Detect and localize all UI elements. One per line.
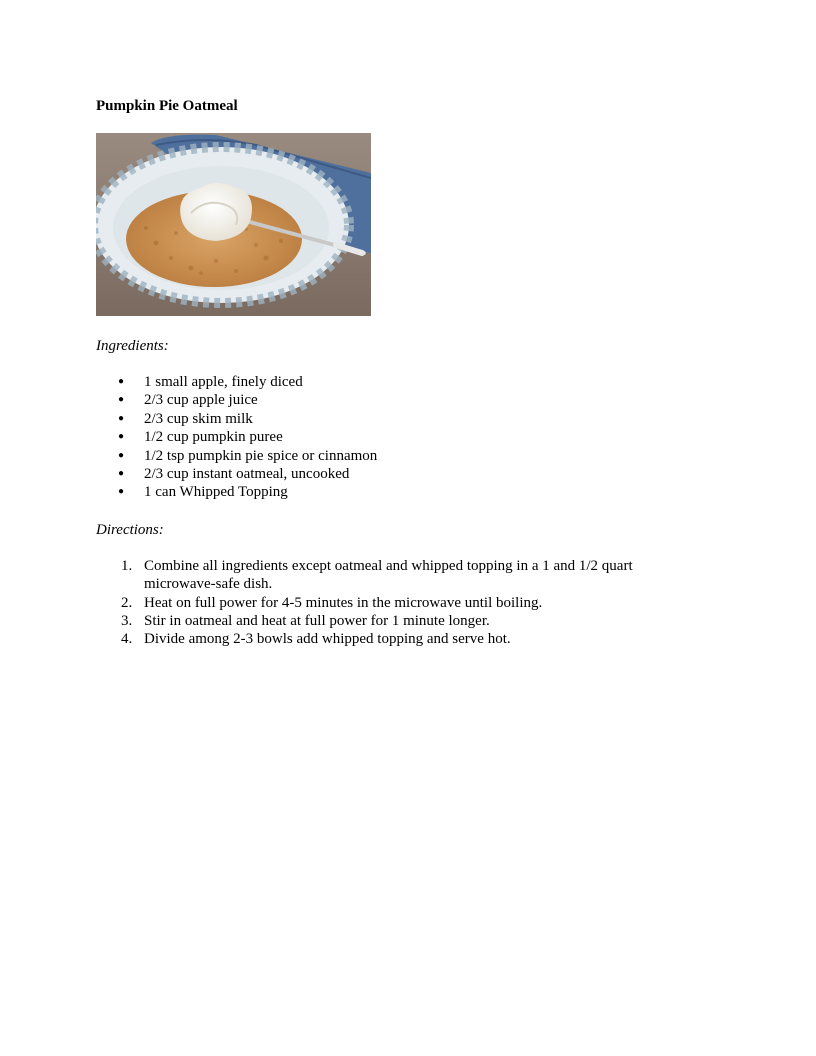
step-text: Combine all ingredients except oatmeal and whipped topping in a 1 and 1/2 quart microwave-safe dish. [144,557,633,593]
bullet-icon: ● [118,468,125,480]
step-text: Heat on full power for 4-5 minutes in the microwave until boiling. [144,594,543,611]
ingredient-text: 1/2 cup pumpkin puree [144,429,283,446]
ingredient-text: 1 can Whipped Topping [144,484,288,501]
ingredient-text: 1/2 tsp pumpkin pie spice or cinnamon [144,447,378,464]
bullet-icon: ● [118,431,125,443]
ingredient-text: 2/3 cup apple juice [144,392,258,409]
document-page [96,96,720,649]
ingredients-list [96,373,720,502]
step-number: 1. [121,557,133,574]
list-item [96,612,684,630]
step-number: 2. [121,594,133,611]
ingredient-text: 1 small apple, finely diced [144,374,303,390]
list-item [96,391,720,409]
directions-list [96,557,720,649]
bullet-icon: ● [118,394,125,406]
list-item [96,557,684,594]
list-item [96,630,684,648]
ingredient-text: 2/3 cup instant oatmeal, uncooked [144,466,350,483]
bullet-icon: ● [118,486,125,498]
step-number: 3. [121,613,133,630]
bullet-icon: ● [118,412,125,424]
ingredients-heading: Ingredients: [96,338,169,354]
list-item [96,483,720,501]
directions-heading: Directions: [96,521,164,538]
list-item [96,410,720,428]
list-item [96,373,720,391]
step-text: Divide among 2-3 bowls add whipped topping and serve hot. [144,631,511,648]
oatmeal-bowl-photo [96,133,371,316]
list-item [96,447,720,465]
ingredient-text: 2/3 cup skim milk [144,410,253,427]
bullet-icon: ● [118,376,125,387]
list-item [96,465,720,483]
step-text: Stir in oatmeal and heat at full power for 1 minute longer. [144,613,490,630]
list-item [96,594,684,612]
bullet-icon: ● [118,449,125,461]
recipe-title: Pumpkin Pie Oatmeal [96,98,238,114]
step-number: 4. [121,631,133,648]
list-item [96,428,720,446]
